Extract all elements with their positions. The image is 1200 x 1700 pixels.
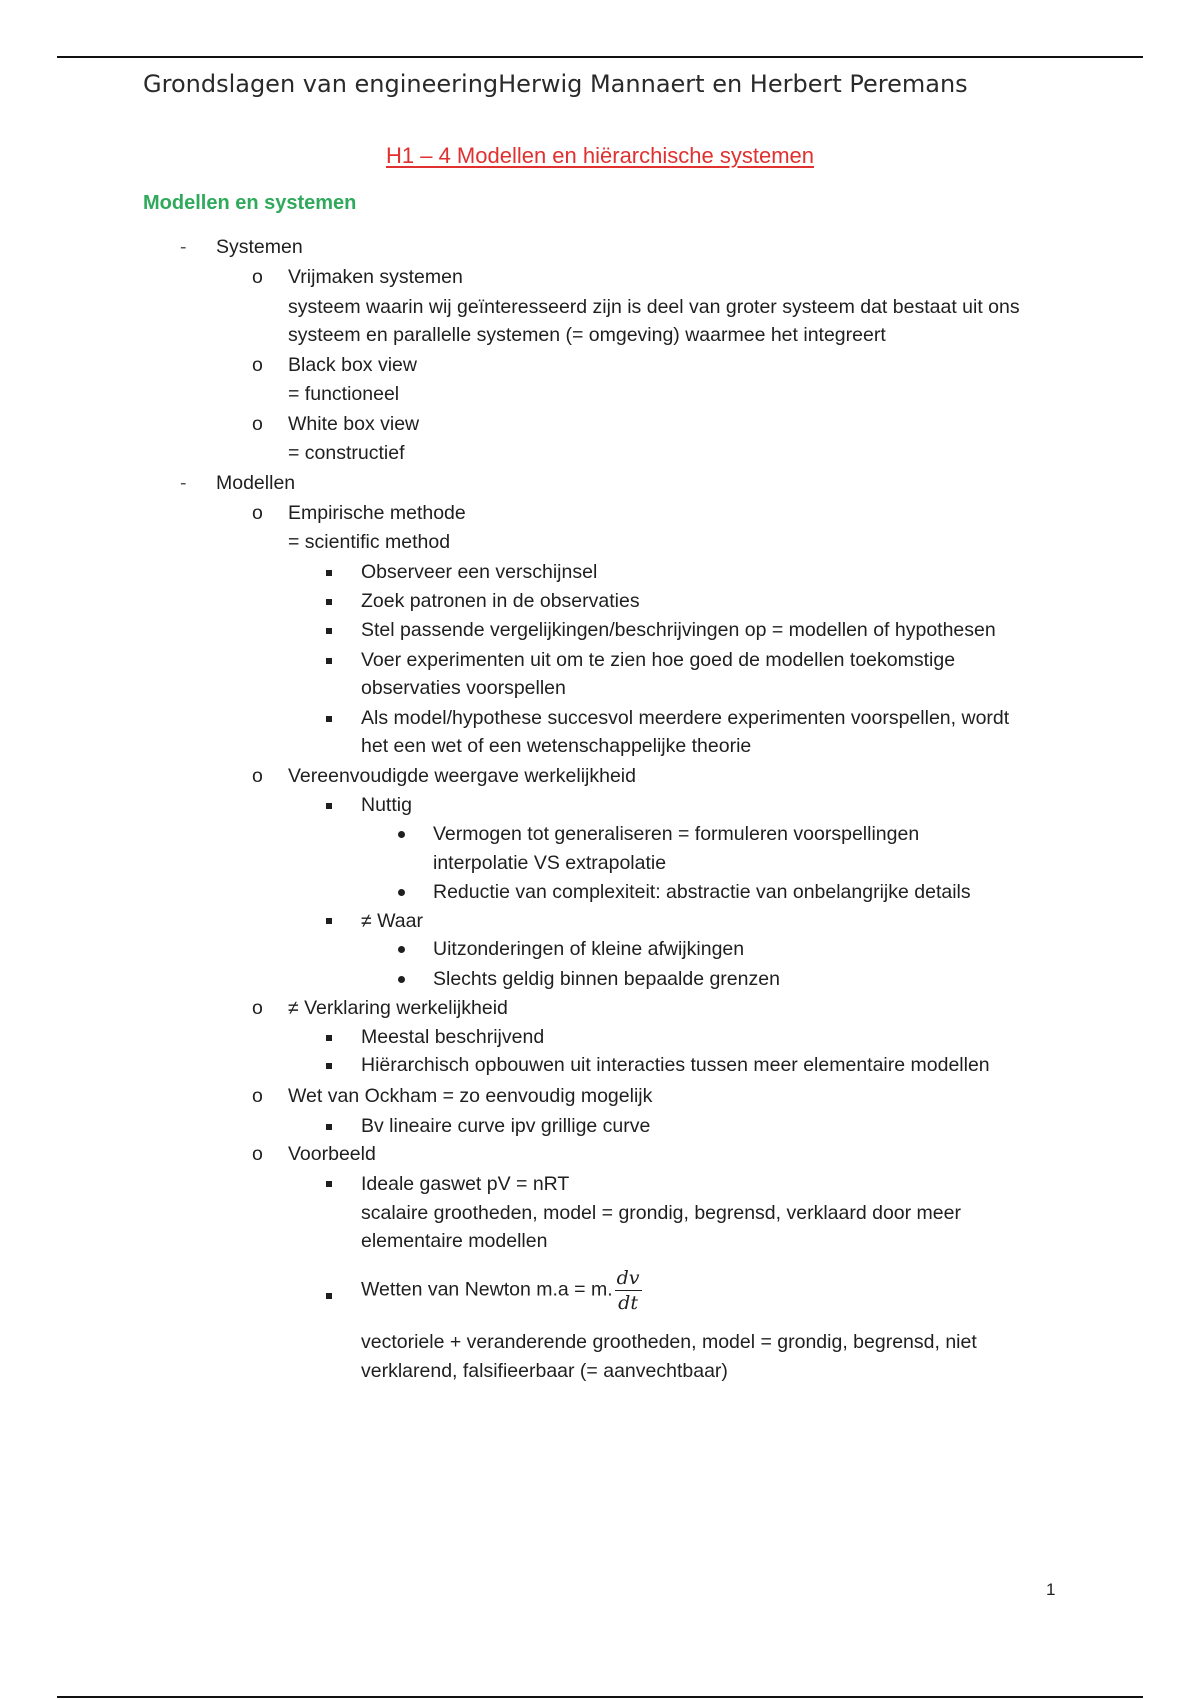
list-item: Slechts geldig binnen bepaalde grenzen (433, 968, 780, 990)
list-item-verklaring: ≠ Verklaring werkelijkheid (288, 997, 508, 1019)
square-bullet (326, 918, 332, 924)
square-bullet (326, 570, 332, 576)
fraction-denominator: dt (618, 1292, 638, 1314)
list-item-systemen: Systemen (216, 236, 303, 258)
chapter-title: H1 – 4 Modellen en hiërarchische systemen (385, 143, 814, 168)
list-text: verklarend, falsifieerbaar (= aanvechtbaar) (361, 1360, 728, 1382)
square-bullet (326, 716, 332, 722)
list-item: Ideale gaswet pV = nRT (361, 1173, 570, 1195)
list-text: systeem en parallelle systemen (= omgeving) waarmee het integreert (288, 324, 886, 346)
list-item: Voer experimenten uit om te zien hoe goed de modellen toekomstige (361, 649, 956, 671)
list-item-vereenvoudigd: Vereenvoudigde weergave werkelijkheid (288, 765, 636, 787)
dash-bullet: - (180, 236, 187, 258)
list-item-whitebox: White box view (288, 413, 420, 435)
square-bullet (326, 658, 332, 664)
document-header: Grondslagen van engineeringHerwig Mannaert en Herbert Peremans (143, 70, 968, 98)
square-bullet (326, 803, 332, 809)
page-number: 1 (1046, 1580, 1056, 1599)
list-text: vectoriele + veranderende grootheden, model = grondig, begrensd, niet (361, 1331, 977, 1353)
list-text: = scientific method (288, 531, 451, 553)
list-item: Nuttig (361, 794, 412, 816)
dash-bullet: - (180, 472, 187, 494)
list-text: interpolatie VS extrapolatie (433, 852, 667, 874)
list-item: Meestal beschrijvend (361, 1026, 545, 1048)
list-item-modellen: Modellen (216, 472, 296, 494)
circle-bullet: o (252, 765, 263, 787)
list-item: Observeer een verschijnsel (361, 561, 598, 583)
list-item: Bv lineaire curve ipv grillige curve (361, 1115, 651, 1137)
list-item: Hiërarchisch opbouwen uit interacties tussen meer elementaire modellen (361, 1054, 990, 1076)
square-bullet (326, 599, 332, 605)
list-item: Reductie van complexiteit: abstractie van onbelangrijke details (433, 881, 971, 903)
list-item: Uitzonderingen of kleine afwijkingen (433, 938, 745, 960)
circle-bullet: o (252, 413, 263, 435)
circle-bullet: o (252, 997, 263, 1019)
circle-bullet: o (252, 1085, 263, 1107)
list-item-voorbeeld: Voorbeeld (288, 1143, 376, 1165)
list-text: = constructief (288, 442, 405, 464)
list-text: observaties voorspellen (361, 677, 566, 699)
round-bullet (398, 831, 405, 838)
list-item: Zoek patronen in de observaties (361, 590, 640, 612)
round-bullet (398, 976, 405, 983)
round-bullet (398, 889, 405, 896)
list-item: Vermogen tot generaliseren = formuleren voorspellingen (433, 823, 920, 845)
square-bullet (326, 1063, 332, 1069)
square-bullet (326, 1035, 332, 1041)
header-rule (57, 56, 1143, 58)
list-item-vrijmaken: Vrijmaken systemen (288, 266, 463, 288)
list-item-ockham: Wet van Ockham = zo eenvoudig mogelijk (288, 1085, 653, 1107)
list-item-blackbox: Black box view (288, 354, 417, 376)
square-bullet (326, 1293, 332, 1299)
list-text: elementaire modellen (361, 1230, 548, 1252)
circle-bullet: o (252, 502, 263, 524)
round-bullet (398, 946, 405, 953)
list-text: = functioneel (288, 383, 400, 405)
circle-bullet: o (252, 1143, 263, 1165)
list-item: Als model/hypothese succesvol meerdere experimenten voorspellen, wordt (361, 707, 1010, 729)
footer-rule (57, 1696, 1143, 1698)
derivative-fraction (615, 1267, 642, 1314)
square-bullet (326, 1181, 332, 1187)
list-item-newton (361, 1267, 642, 1314)
list-text: het een wet of een wetenschappelijke theorie (361, 735, 752, 757)
circle-bullet: o (252, 266, 263, 288)
square-bullet (326, 628, 332, 634)
list-text: scalaire grootheden, model = grondig, begrensd, verklaard door meer (361, 1202, 961, 1224)
list-item-empirische: Empirische methode (288, 502, 466, 524)
newton-text: Wetten van Newton m.a = m. (361, 1278, 613, 1301)
list-item: Stel passende vergelijkingen/beschrijvingen op = modellen of hypothesen (361, 619, 996, 641)
square-bullet (326, 1124, 332, 1130)
circle-bullet: o (252, 354, 263, 376)
section-heading: Modellen en systemen (143, 192, 357, 214)
list-item: ≠ Waar (361, 910, 423, 932)
list-text: systeem waarin wij geïnteresseerd zijn is deel van groter systeem dat bestaat uit ons (288, 296, 1020, 318)
fraction-numerator: dv (616, 1267, 640, 1289)
